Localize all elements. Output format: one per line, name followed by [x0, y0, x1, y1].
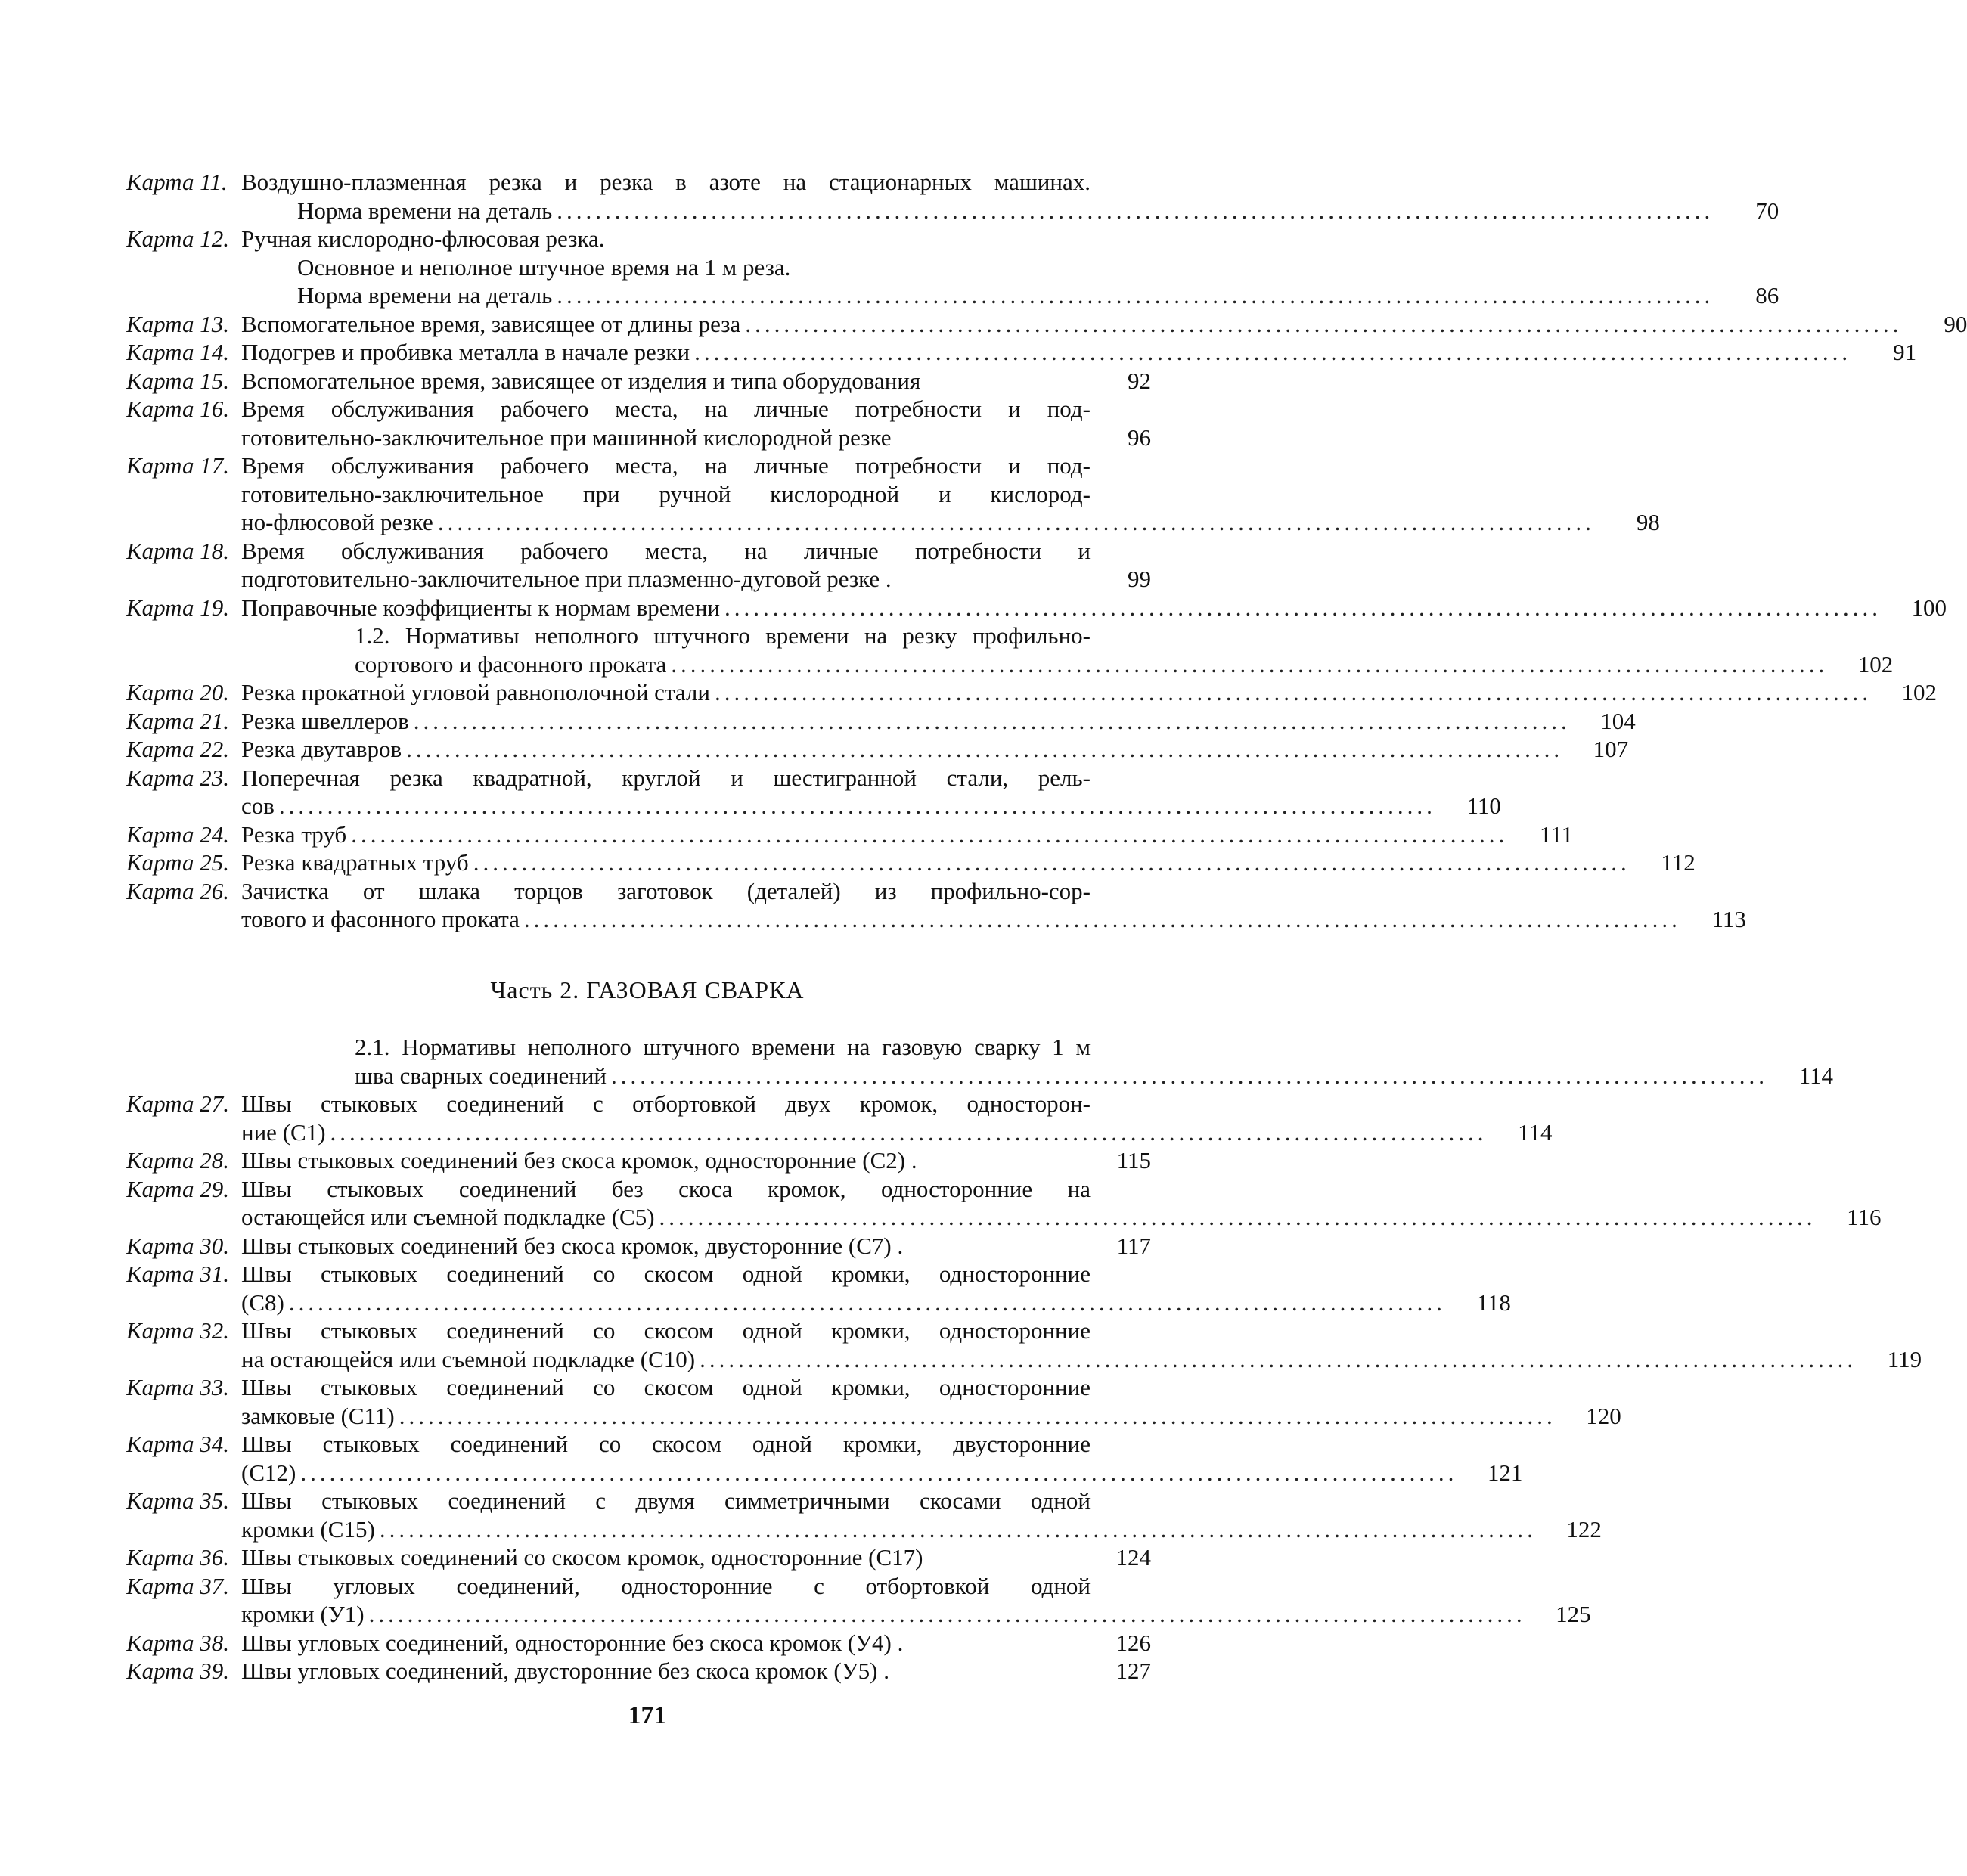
- toc-entry: [126, 1316, 1922, 1373]
- card-label: Карта 29.: [126, 1175, 229, 1202]
- page-ref: 113: [1711, 906, 1746, 932]
- toc-entry: [126, 225, 1151, 253]
- entry-title-line: сортового и фасонного проката: [355, 650, 667, 678]
- page-ref: 91: [1893, 339, 1917, 365]
- leader-dots: ........................................................................................................................: [714, 679, 1872, 705]
- leader-dots: ........................................................................................................................: [379, 1515, 1537, 1543]
- page-ref: 102: [1901, 679, 1937, 705]
- entry-title-line: но-флюсовой резке: [241, 509, 433, 535]
- card-label: Карта 30.: [126, 1232, 229, 1259]
- toc-entry: [126, 1033, 1833, 1090]
- leader-dots: ........................................................................................................................: [611, 1062, 1768, 1089]
- card-label: Карта 12.: [126, 225, 229, 252]
- toc-entry: [126, 1090, 1553, 1146]
- card-label: Карта 31.: [126, 1260, 229, 1287]
- card-label: Карта 33.: [126, 1374, 229, 1400]
- leader-dots: ........................................................................................................................: [659, 1204, 1817, 1230]
- toc-entry: [126, 1657, 1151, 1685]
- page-ref: 124: [1115, 1544, 1151, 1571]
- page-ref: 104: [1600, 707, 1636, 734]
- entry-title-line: Норма времени на деталь: [297, 282, 553, 309]
- entry-title-line: Норма времени на деталь: [297, 197, 553, 224]
- entry-title-line: Резка швеллеров: [241, 707, 409, 734]
- toc-entry: [126, 764, 1501, 820]
- leader-dots: ........................................................................................................................: [724, 594, 1882, 621]
- toc-entry: [126, 1175, 1882, 1232]
- page-ref: 100: [1911, 594, 1947, 621]
- entry-title-line: кромки (С15): [241, 1515, 375, 1543]
- entry-title-line: кромки (У1): [241, 1601, 365, 1627]
- entry-title-line: подготовительно-заключительное при плазменно-дуговой резке .: [241, 566, 892, 592]
- leader-dots: ........................................................................................................................: [557, 282, 1714, 309]
- leader-dots: ........................................................................................................................: [745, 310, 1903, 337]
- page-ref: 70: [1755, 197, 1779, 224]
- toc-entry: [126, 735, 1629, 764]
- entry-title-line: Основное и неполное штучное время на 1 м реза.: [297, 253, 791, 281]
- card-label: Карта 28.: [126, 1147, 229, 1174]
- entry-title-line: готовительно-заключительное при машинной кислородной резке: [241, 423, 892, 451]
- leader-dots: ........................................................................................................................: [288, 1288, 1446, 1316]
- entry-title-line: шва сварных соединений: [355, 1062, 607, 1089]
- page-ref: 126: [1115, 1629, 1151, 1656]
- toc-entry: [126, 1629, 1151, 1657]
- page-ref: 111: [1540, 820, 1574, 848]
- leader-dots: ........................................................................................................................: [473, 849, 1630, 876]
- card-label: Карта 38.: [126, 1629, 229, 1656]
- toc-entry: [126, 1430, 1523, 1487]
- card-label: Карта 17.: [126, 452, 229, 479]
- entry-title-line: Швы стыковых соединений со скосом одной кромки, односторонние: [241, 1317, 1091, 1344]
- card-label: Карта 26.: [126, 877, 229, 904]
- page-ref: 107: [1593, 736, 1629, 762]
- entry-title-line: на остающейся или съемной подкладке (С10): [241, 1345, 696, 1372]
- page-number: 171: [628, 1701, 667, 1729]
- page-ref: 90: [1944, 310, 1967, 337]
- toc-entry: [126, 537, 1151, 594]
- page-ref: 127: [1115, 1657, 1151, 1684]
- toc-entry: [126, 678, 1937, 707]
- page-ref: 125: [1556, 1601, 1591, 1627]
- card-label: Карта 16.: [126, 395, 229, 422]
- toc-entry: [126, 367, 1151, 395]
- toc-entry: [126, 1146, 1151, 1175]
- entry-title-line: тового и фасонного проката: [241, 906, 520, 932]
- page-ref: 102: [1857, 650, 1894, 678]
- entry-title-line: Швы стыковых соединений с двумя симметричными скосами одной: [241, 1487, 1091, 1514]
- entry-title-line: Подогрев и пробивка металла в начале резки: [241, 339, 690, 365]
- page-ref: 116: [1847, 1204, 1882, 1230]
- card-label: Карта 25.: [126, 849, 229, 876]
- toc-entry: [126, 168, 1779, 225]
- entry-title-line: Вспомогательное время, зависящее от изделия и типа оборудования: [241, 367, 921, 394]
- page-ref: 122: [1566, 1515, 1602, 1543]
- page-ref: 119: [1887, 1345, 1922, 1372]
- entry-title-line: Поправочные коэффициенты к нормам времени: [241, 594, 721, 621]
- entry-title-line: 2.1. Нормативы неполного штучного времени на газовую сварку 1 м: [355, 1034, 1091, 1060]
- entry-title-line: 1.2. Нормативы неполного штучного времени на резку профильно-: [355, 622, 1091, 649]
- entry-title-line: Швы стыковых соединений без скоса кромок, односторонние (С2) .: [241, 1147, 917, 1174]
- leader-dots: ........................................................................................................................: [523, 906, 1681, 932]
- page-ref: 86: [1755, 282, 1779, 309]
- toc-entry: [126, 1543, 1151, 1572]
- toc-entry: [126, 1373, 1621, 1430]
- entry-title-line: (С12): [241, 1459, 296, 1486]
- card-label: Карта 18.: [126, 537, 229, 564]
- card-label: Карта 22.: [126, 736, 229, 762]
- leader-dots: ........................................................................................................................: [278, 792, 1436, 819]
- entry-title-line: Швы угловых соединений, односторонние с отбортовкой одной: [241, 1572, 1091, 1599]
- toc-entry: [126, 594, 1947, 622]
- entry-title-line: Швы стыковых соединений с отбортовкой двух кромок, односторон-: [241, 1090, 1091, 1117]
- page-ref: 118: [1476, 1288, 1511, 1316]
- leader-dots: ........................................................................................................................: [437, 509, 1595, 535]
- page-ref: 115: [1116, 1147, 1151, 1174]
- entry-title-line: Время обслуживания рабочего места, на личные потребности и под-: [241, 395, 1091, 422]
- card-label: Карта 37.: [126, 1572, 229, 1599]
- page-ref: 117: [1116, 1232, 1151, 1259]
- leader-dots: ........................................................................................................................: [300, 1459, 1458, 1486]
- toc-part2: [126, 1033, 1922, 1685]
- toc-entry: [126, 877, 1746, 934]
- entry-title-line: Резка квадратных труб: [241, 849, 469, 876]
- card-label: Карта 13.: [126, 310, 229, 337]
- entry-title-line: Швы стыковых соединений со скосом одной кромки, двусторонние: [241, 1431, 1091, 1457]
- entry-title-line: Швы стыковых соединений без скоса кромок, двусторонние (С7) .: [241, 1232, 904, 1259]
- leader-dots: ........................................................................................................................: [351, 820, 1509, 848]
- card-label: Карта 19.: [126, 594, 229, 621]
- card-label: Карта 32.: [126, 1317, 229, 1344]
- card-label: Карта 14.: [126, 339, 229, 365]
- entry-title-line: Швы угловых соединений, двусторонние без скоса кромок (У5) .: [241, 1657, 889, 1684]
- card-label: Карта 27.: [126, 1090, 229, 1117]
- toc-entry: [126, 310, 1967, 339]
- card-label: Карта 39.: [126, 1657, 229, 1684]
- card-label: Карта 11.: [126, 169, 228, 195]
- toc-entry: [126, 338, 1917, 367]
- entry-title-line: Поперечная резка квадратной, круглой и шестигранной стали, рель-: [241, 764, 1091, 791]
- leader-dots: ........................................................................................................................: [330, 1118, 1488, 1146]
- entry-title-line: Время обслуживания рабочего места, на личные потребности и под-: [241, 452, 1091, 479]
- entry-title-line: Резка прокатной угловой равнополочной стали: [241, 679, 710, 705]
- page-ref: 120: [1586, 1402, 1621, 1429]
- toc-entry: [126, 253, 1151, 282]
- entry-title-line: Ручная кислородно-флюсовая резка.: [241, 225, 605, 252]
- entry-title-line: Зачистка от шлака торцов заготовок (деталей) из профильно-сор-: [241, 877, 1091, 904]
- toc-entry: [126, 281, 1779, 310]
- toc-entry: [126, 707, 1636, 736]
- toc-entry: [126, 1232, 1151, 1260]
- leader-dots: ........................................................................................................................: [557, 197, 1714, 224]
- leader-dots: ........................................................................................................................: [671, 650, 1829, 678]
- entry-title-line: Швы угловых соединений, односторонние без скоса кромок (У4) .: [241, 1629, 904, 1656]
- leader-dots: ........................................................................................................................: [413, 707, 1571, 734]
- page-ref: 114: [1518, 1118, 1553, 1146]
- entry-title-line: остающейся или съемной подкладке (С5): [241, 1204, 655, 1230]
- toc-entry: [126, 848, 1696, 877]
- entry-title-line: сов: [241, 792, 275, 819]
- entry-title-line: Швы стыковых соединений со скосом кромок, односторонние (С17): [241, 1544, 923, 1571]
- toc-entry: [126, 451, 1660, 537]
- card-label: Карта 21.: [126, 707, 229, 734]
- entry-title-line: замковые (С11): [241, 1402, 395, 1429]
- card-label: Карта 35.: [126, 1487, 229, 1514]
- toc-entry: [126, 1260, 1511, 1316]
- page-ref: 110: [1466, 792, 1501, 819]
- entry-title-line: Резка двутавров: [241, 736, 402, 762]
- card-label: Карта 15.: [126, 367, 229, 394]
- entry-title-line: Вспомогательное время, зависящее от длины реза: [241, 310, 741, 337]
- toc-entry: [126, 1572, 1591, 1629]
- page-ref: 114: [1798, 1062, 1833, 1089]
- entry-title-line: Резка труб: [241, 820, 347, 848]
- card-label: Карта 20.: [126, 679, 229, 705]
- entry-title-line: (С8): [241, 1288, 284, 1316]
- toc-entry: [126, 395, 1151, 451]
- page-ref: 112: [1661, 849, 1696, 876]
- page-ref: 92: [1128, 367, 1151, 394]
- card-label: Карта 24.: [126, 820, 229, 848]
- part2-heading: Часть 2. ГАЗОВАЯ СВАРКА: [490, 976, 805, 1003]
- toc-entry: [126, 1487, 1602, 1543]
- page-ref: 98: [1636, 509, 1660, 535]
- entry-title-line: Швы стыковых соединений без скоса кромок, односторонние на: [241, 1175, 1091, 1202]
- entry-title-line: готовительно-заключительное при ручной кислородной и кислород-: [241, 480, 1091, 507]
- entry-title-line: ние (С1): [241, 1118, 326, 1146]
- leader-dots: ........................................................................................................................: [368, 1601, 1526, 1627]
- toc-entry: [126, 820, 1574, 849]
- entry-title-line: Время обслуживания рабочего места, на личные потребности и: [241, 537, 1091, 564]
- page-ref: 96: [1128, 423, 1151, 451]
- page-ref: 121: [1487, 1459, 1523, 1486]
- page-ref: 99: [1128, 566, 1151, 592]
- entry-title-line: Швы стыковых соединений со скосом одной кромки, односторонние: [241, 1374, 1091, 1400]
- leader-dots: ........................................................................................................................: [700, 1345, 1857, 1372]
- leader-dots: ........................................................................................................................: [406, 736, 1564, 762]
- entry-title-line: Воздушно-плазменная резка и резка в азоте на стационарных машинах.: [241, 169, 1091, 195]
- leader-dots: ........................................................................................................................: [399, 1402, 1556, 1429]
- toc-part1: [126, 168, 1967, 934]
- entry-title-line: Швы стыковых соединений со скосом одной кромки, односторонние: [241, 1260, 1091, 1287]
- card-label: Карта 36.: [126, 1544, 229, 1571]
- card-label: Карта 23.: [126, 764, 229, 791]
- toc-entry: [126, 622, 1894, 678]
- leader-dots: ........................................................................................................................: [694, 339, 1852, 365]
- card-label: Карта 34.: [126, 1431, 229, 1457]
